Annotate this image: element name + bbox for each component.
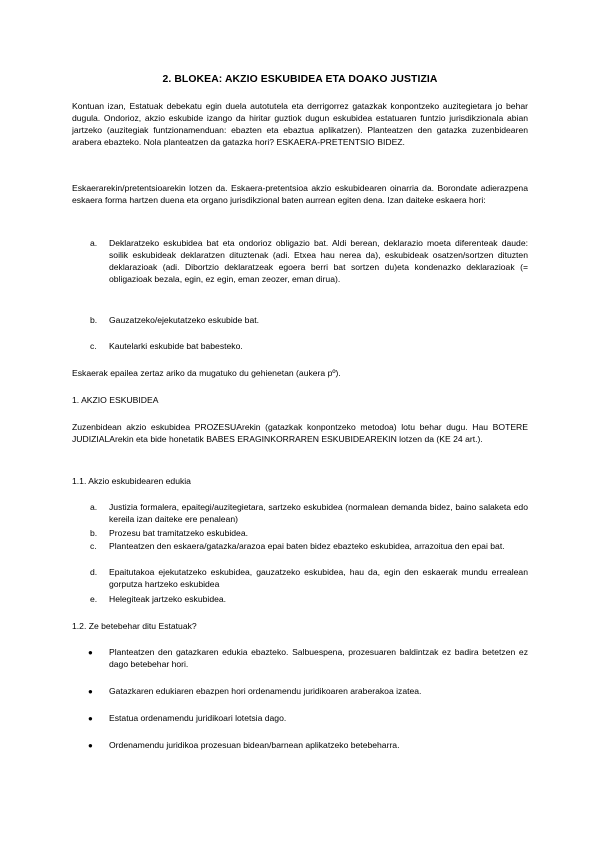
edukia-list-item xyxy=(90,567,528,591)
section-1-1-heading: 1.1. Akzio eskubidearen edukia xyxy=(72,476,191,486)
list-marker: a. xyxy=(90,238,98,248)
list-item-text: Epaitutakoa ejekutatzeko eskubidea, gauzatzeko eskubidea, hau da, egin den eskaerak mundu errealean gorputza hartzeko eskubidea xyxy=(109,567,528,589)
list-marker: a. xyxy=(90,502,98,512)
bullet-icon: ● xyxy=(88,741,93,750)
list-item-text: Helegiteak jartzeko eskubidea. xyxy=(109,594,227,604)
section-1-2-heading: 1.2. Ze betebehar ditu Estatuak? xyxy=(72,621,197,631)
list-item-text: Gauzatzeko/ejekutatzeko eskubide bat. xyxy=(109,315,260,325)
edukia-list-item xyxy=(90,528,528,540)
eskaerak-paragraph: Eskaerak epailea zertaz ariko da mugatuko du gehienetan (aukera pº). xyxy=(72,368,341,378)
edukia-list-item xyxy=(90,541,528,553)
edukia-list-item xyxy=(90,594,528,606)
list-item-text: Prozesu bat tramitatzeko eskubidea. xyxy=(109,528,249,538)
list-item-text: Gatazkaren edukiaren ebazpen hori ordenamendu juridikoaren araberakoa izatea. xyxy=(109,686,422,696)
list-marker: b. xyxy=(90,315,98,325)
section-1-heading: 1. AKZIO ESKUBIDEA xyxy=(72,395,159,405)
bullet-icon: ● xyxy=(88,648,93,657)
bullet-icon: ● xyxy=(88,714,93,723)
list-marker: c. xyxy=(90,541,97,551)
list-item-text: Estatua ordenamendu juridikoari lotetsia dago. xyxy=(109,713,287,723)
betebehar-list-item xyxy=(88,647,528,671)
list-marker: b. xyxy=(90,528,98,538)
list-item-text: Justizia formalera, epaitegi/auzitegietara, sartzeko eskubidea (normalean demanda bidez, baino salaketa edo kereila izan daiteke ere penalean) xyxy=(109,502,528,524)
intro-paragraph: Kontuan izan, Estatuak debekatu egin duela autotutela eta derrigorrez gatazkak konpontzeko auzitegietara jo behar dugula. Ondorioz, akzio eskubide izango da hiritar guztiok dugun eskubidea estatuaren funtzio jurisdikzionala abian jartzeko (auzitegiak funtzionamenduan: ebazten eta ebaztua aplikatzen). Planteatzen den gatazka zuzenbidearen arabera ebazteko. Nola planteatzen da gatazka hori? ESKAERA-PRETENTSIO BIDEZ. xyxy=(72,101,528,147)
page-title: 2. BLOKEA: AKZIO ESKUBIDEA ETA DOAKO JUSTIZIA xyxy=(162,74,438,85)
betebehar-list-item xyxy=(88,740,528,752)
section-1-paragraph: Zuzenbidean akzio eskubidea PROZESUArekin (gatazkak konpontzeko metodoa) lotu behar dugu. Hau BOTERE JUDIZIALArekin eta bide honetatik BABES ERAGINKORRAREN ESKUBIDEAREKIN lotzen da (KE 24 art.). xyxy=(72,422,528,444)
betebehar-list-item xyxy=(88,686,528,698)
list-marker: c. xyxy=(90,341,97,351)
list-item-text: Planteatzen den eskaera/gatazka/arazoa epai baten bidez ebazteko eskubidea, arrazoitua den epai bat. xyxy=(109,541,505,551)
list-marker: e. xyxy=(90,594,98,604)
eskaera-list-item xyxy=(90,341,528,353)
edukia-list-item xyxy=(90,502,528,526)
eskaera-paragraph: Eskaerarekin/pretentsioarekin lotzen da. Eskaera-pretentsioa akzio eskubidearen oinarria da. Borondate adierazpena eskaera forma hartzen duena eta organo jurisdikzional baten aurrean egiten dena. Izan daiteke eskaera hori: xyxy=(72,183,528,205)
eskaera-list-item xyxy=(90,315,528,327)
list-item-text: Deklaratzeko eskubidea bat eta ondorioz obligazio bat. Aldi berean, deklarazio moeta diferenteak daude: soilik eskubideak deklaratzen dituztenak (adi. Etxea hau nerea da), eskubideak osatzen/sortzen dituzten deklarazioak (adi. Dibortzio deklaratzeak egoera berri bat sortzen du)eta kondenazko deklarazioak (= obligazioak bezala, egin, ez egin, eman zeozer, eman dirua). xyxy=(109,238,528,284)
bullet-icon: ● xyxy=(88,687,93,696)
list-item-text: Planteatzen den gatazkaren edukia ebazteko. Salbuespena, prozesuaren baldintzak ez badira betetzen ez dago betebehar hori. xyxy=(109,647,528,669)
list-item-text: Kautelarki eskubide bat babesteko. xyxy=(109,341,243,351)
eskaera-list-item xyxy=(90,238,528,285)
list-item-text: Ordenamendu juridikoa prozesuan bidean/barnean aplikatzeko betebeharra. xyxy=(109,740,400,750)
betebehar-list-item xyxy=(88,713,528,725)
list-marker: d. xyxy=(90,567,98,577)
